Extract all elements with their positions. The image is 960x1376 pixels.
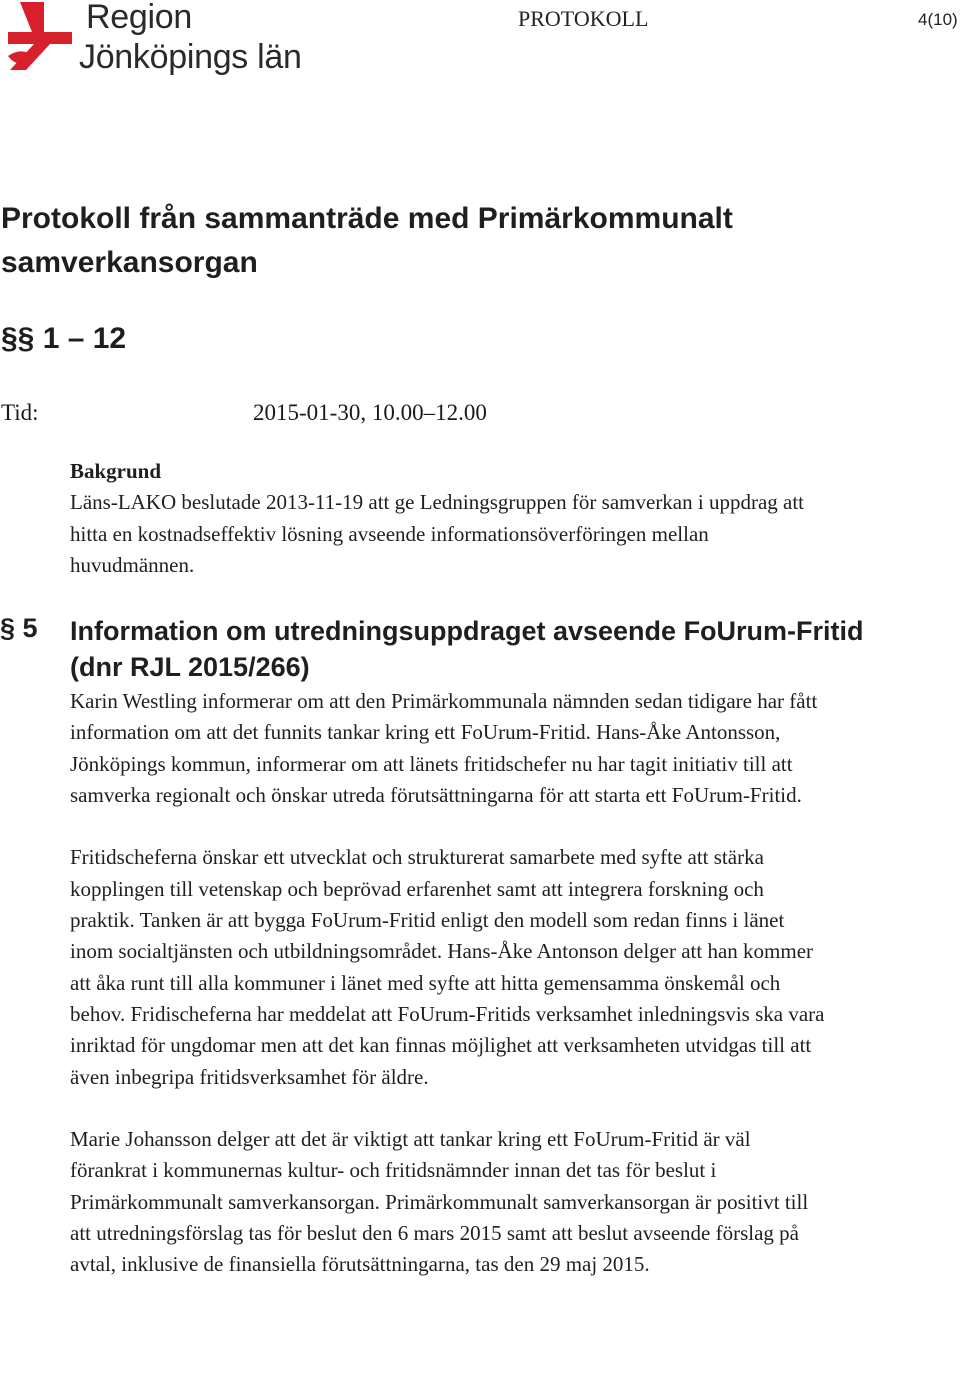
- page-number: 4(10): [918, 10, 958, 29]
- document-title: Protokoll från sammanträde med Primärkommunalt samverkansorgan: [1, 202, 733, 279]
- section-range: §§ 1 – 12: [1, 322, 127, 355]
- logo-text-region: Region: [86, 0, 192, 36]
- time-value: 2015-01-30, 10.00–12.00: [253, 400, 487, 425]
- background-heading: Bakgrund: [70, 459, 162, 483]
- time-label: Tid:: [1, 400, 39, 425]
- body-paragraph: Marie Johansson delger att det är viktigt att tankar kring ett FoUrum-Fritid är väl förankrat i kommunernas kultur- och fritidsnämnder innan det tas för beslut i Primärkommunalt samverkansorgan. Primärkommunalt samverkansorgan är positivt till att utredningsförslag tas för beslut den 6 mars 2015 samt att beslut avseende förslag på avtal, inklusive de finansiella förutsättningarna, tas den 29 maj 2015.: [70, 1127, 809, 1277]
- logo-mark-icon: [6, 2, 78, 74]
- background-section: [70, 456, 830, 581]
- document-type: PROTOKOLL: [518, 6, 649, 31]
- body-paragraph: Fritidscheferna önskar ett utvecklat och strukturerat samarbete med syfte att stärka kopplingen till vetenskap och beprövad erfarenhet samt att integrera forskning och praktik. Tanken är att bygga FoUrum-Fritid enligt den modell som redan finns i länet inom socialtjänsten och utbildningsområdet. Hans-Åke Antonson delger att han kommer att åka runt till alla kommuner i länet med syfte att hitta gemensamma önskemål och behov. Fridischeferna har meddelat att FoUrum-Fritids verksamhet inledningsvis ska vara inriktad för ungdomar men att det kan finnas möjlighet att verksamheten utvidgas till att även inbegripa fritidsverksamhet för äldre.: [70, 845, 825, 1089]
- body-paragraph: Karin Westling informerar om att den Primärkommunala nämnden sedan tidigare har fått information om att det funnits tankar kring ett FoUrum-Fritid. Hans-Åke Antonsson, Jönköpings kommun, informerar om att länets fritidschefer nu har tagit initiativ till att samverka regionalt och önskar utreda förutsättningarna för att starta ett FoUrum-Fritid.: [70, 689, 818, 807]
- logo-text-county: Jönköpings län: [79, 38, 302, 76]
- paragraph-title: Information om utredningsuppdraget avseende FoUrum-Fritid (dnr RJL 2015/266): [70, 616, 864, 682]
- background-text: Läns-LAKO beslutade 2013-11-19 att ge Ledningsgruppen för samverkan i uppdrag att hitta en kostnadseffektiv lösning avseende informationsöverföringen mellan huvudmännen.: [70, 490, 805, 577]
- paragraph-body: [70, 686, 830, 1281]
- paragraph-number: § 5: [0, 613, 38, 643]
- region-jonkoping-logo: [6, 2, 306, 78]
